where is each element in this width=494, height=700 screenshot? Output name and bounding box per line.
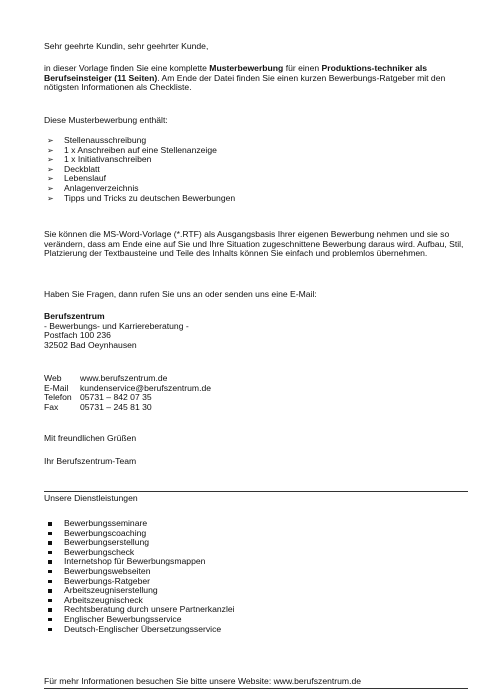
square-bullet-icon: [48, 618, 52, 622]
arrow-bullet-icon: ➢: [47, 193, 54, 203]
web-link[interactable]: www.berufszentrum.de: [80, 373, 168, 383]
signature: Ihr Berufszentrum-Team: [44, 456, 137, 466]
list-item: Internetshop für Bewerbungsmappen: [44, 557, 464, 567]
fax-number: 05731 – 245 81 30: [80, 401, 152, 412]
contact-row-fax: Fax 05731 – 245 81 30: [44, 401, 152, 412]
square-bullet-icon: [48, 522, 52, 526]
services-list: [44, 519, 464, 634]
list-item: Englischer Bewerbungsservice: [44, 615, 464, 625]
square-bullet-icon: [48, 551, 52, 555]
square-bullet-icon: [48, 608, 52, 612]
closing: Mit freundlichen Grüßen: [44, 433, 137, 443]
list-item: Bewerbungserstellung: [44, 538, 464, 548]
square-bullet-icon: [48, 580, 52, 584]
square-bullet-icon: [48, 599, 52, 603]
address-block: [44, 312, 464, 350]
contents-heading: Diese Musterbewerbung enthält:: [44, 115, 168, 125]
list-item: Arbeitszeugnischeck: [44, 596, 464, 606]
salutation: Sehr geehrte Kundin, sehr geehrter Kunde,: [44, 41, 209, 51]
arrow-bullet-icon: ➢: [47, 145, 54, 155]
list-item: ➢ Anlagenverzeichnis: [47, 182, 139, 193]
arrow-bullet-icon: ➢: [47, 164, 54, 174]
usage-paragraph: Sie können die MS-Word-Vorlage (*.RTF) als Ausgangsbasis Ihrer eigenen Bewerbung nehmen und sie so verändern, dass am Ende eine auf Sie und Ihre Situation zugeschnittene Bewerbung daraus wird. Aufbau, Stil, Platzierung der Textbausteine und Teile des Inhalts können Sie einfach und problemlos übernehmen.: [44, 229, 464, 259]
list-item: ➢ 1 x Anschreiben auf eine Stellenanzeige: [47, 144, 217, 155]
company-city: 32502 Bad Oeynhausen: [44, 339, 137, 350]
list-item: Bewerbungs-Ratgeber: [44, 577, 464, 587]
intro-text-1: in dieser Vorlage finden Sie eine komplette: [44, 63, 210, 73]
questions-text: Haben Sie Fragen, dann rufen Sie uns an oder senden uns eine E-Mail:: [44, 289, 317, 299]
footer-text: Für mehr Informationen besuchen Sie bitte unsere Website: www.berufszentrum.de: [44, 676, 362, 686]
intro-text-3: . Am Ende der Datei finden Sie einen kurzen Bewerbungs-Ratgeber mit den nötigsten Informationen als Checkliste.: [44, 72, 446, 93]
intro-bold-1: Musterbewerbung: [209, 63, 284, 73]
arrow-bullet-icon: ➢: [47, 183, 54, 193]
intro-paragraph: [44, 64, 464, 93]
list-item: Bewerbungscheck: [44, 548, 464, 558]
footer-divider: [44, 688, 468, 689]
contact-row-web: Web www.berufszentrum.de: [44, 373, 168, 383]
square-bullet-icon: [48, 532, 52, 536]
intro-bold-2: Produktions-techniker als Berufseinsteiger (11 Seiten): [44, 63, 428, 83]
list-item: ➢ Stellenausschreibung: [47, 135, 147, 145]
list-item: ➢ Tipps und Tricks zu deutschen Bewerbungen: [47, 192, 236, 203]
contact-row-email: E-Mail kundenservice@berufszentrum.de: [44, 382, 212, 393]
phone-number: 05731 – 842 07 35: [80, 392, 152, 403]
list-item: ➢ Lebenslauf: [47, 173, 107, 184]
list-item: Bewerbungswebseiten: [44, 567, 464, 577]
arrow-bullet-icon: ➢: [47, 136, 54, 145]
company-postbox: Postfach 100 236: [44, 330, 111, 341]
divider: [44, 491, 468, 492]
email-link[interactable]: kundenservice@berufszentrum.de: [80, 382, 212, 393]
square-bullet-icon: [48, 570, 52, 574]
company-name: Berufszentrum: [44, 311, 105, 321]
arrow-bullet-icon: ➢: [47, 155, 54, 165]
list-item: Bewerbungscoaching: [44, 529, 464, 539]
services-heading: Unsere Dienstleistungen: [44, 493, 138, 503]
list-item: Arbeitszeugniserstellung: [44, 586, 464, 596]
square-bullet-icon: [48, 560, 52, 564]
contact-row-phone: Telefon 05731 – 842 07 35: [44, 392, 152, 403]
list-item: ➢ 1 x Initiativanschreiben: [47, 154, 152, 165]
arrow-bullet-icon: ➢: [47, 174, 54, 184]
contents-list: [44, 136, 464, 203]
list-item: Rechtsberatung durch unsere Partnerkanzlei: [44, 605, 464, 615]
list-item: Deutsch-Englischer Übersetzungsservice: [44, 625, 464, 635]
square-bullet-icon: [48, 589, 52, 593]
intro-text-2: für einen: [283, 63, 322, 73]
list-item: ➢ Deckblatt: [47, 163, 100, 174]
company-subtitle: - Bewerbungs- und Karriereberatung -: [44, 320, 189, 331]
square-bullet-icon: [48, 541, 52, 545]
list-item: Bewerbungsseminare: [44, 519, 464, 529]
square-bullet-icon: [48, 628, 52, 632]
contact-block: [44, 374, 464, 412]
